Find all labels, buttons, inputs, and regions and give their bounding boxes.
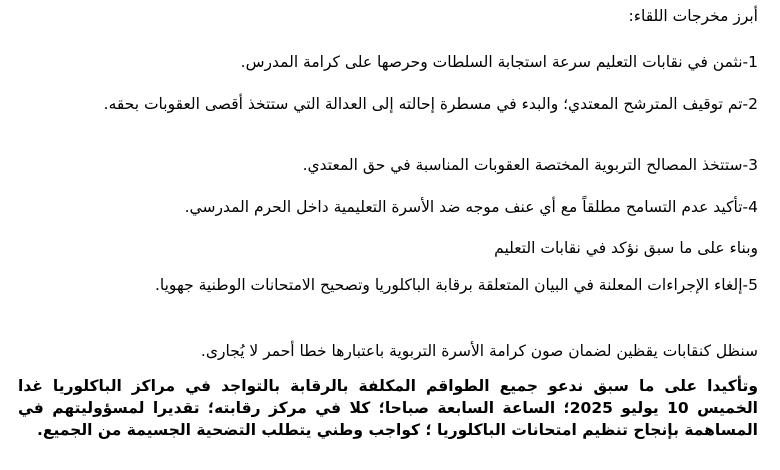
closing-call-paragraph: وتأكيدا على ما سبق ندعو جميع الطواقم المكلفة بالرقابة بالتواجد في مراكز الباكلوريا غدا الخميس 10 يوليو 2025؛ الساعة السابعة صباحا؛ كلا في مركز رقابته؛ تقديرا لمسؤوليتهم في المساهمة بإنجاح تنظيم امتحانات الباكلوريا ؛ كواجب وطني يتطلب التضحية الجسيمة من الجميع.: [18, 377, 758, 439]
outcome-item-2: 2-تم توقيف المترشح المعتدي؛ والبدء في مسطرة إحالته إلى العدالة التي ستتخذ أقصى العقوبات بحقه.: [103, 95, 758, 113]
outcome-item-3: 3-ستتخذ المصالح التربوية المختصة العقوبات المناسبة في حق المعتدي.: [302, 156, 758, 174]
outcome-item-4: 4-تأكيد عدم التسامح مطلقاً مع أي عنف موجه ضد الأسرة التعليمية داخل الحرم المدرسي.: [184, 198, 758, 216]
outcome-item-1: 1-نثمن في نقابات التعليم سرعة استجابة السلطات وحرصها على كرامة المدرس.: [240, 53, 758, 71]
transition-statement: وبناء على ما سبق نؤكد في نقابات التعليم: [494, 239, 758, 257]
meeting-outcomes-heading: أبرز مخرجات اللقاء:: [628, 7, 758, 25]
vigilance-statement: سنظل كنقابات يقظين لضمان صون كرامة الأسرة التربوية باعتبارها خطا أحمر لا يُجارى.: [200, 342, 758, 360]
outcome-item-5: 5-إلغاء الإجراءات المعلنة في البيان المتعلقة برقابة الباكلوريا وتصحيح الامتحانات الوطنية جهويا.: [154, 276, 758, 294]
